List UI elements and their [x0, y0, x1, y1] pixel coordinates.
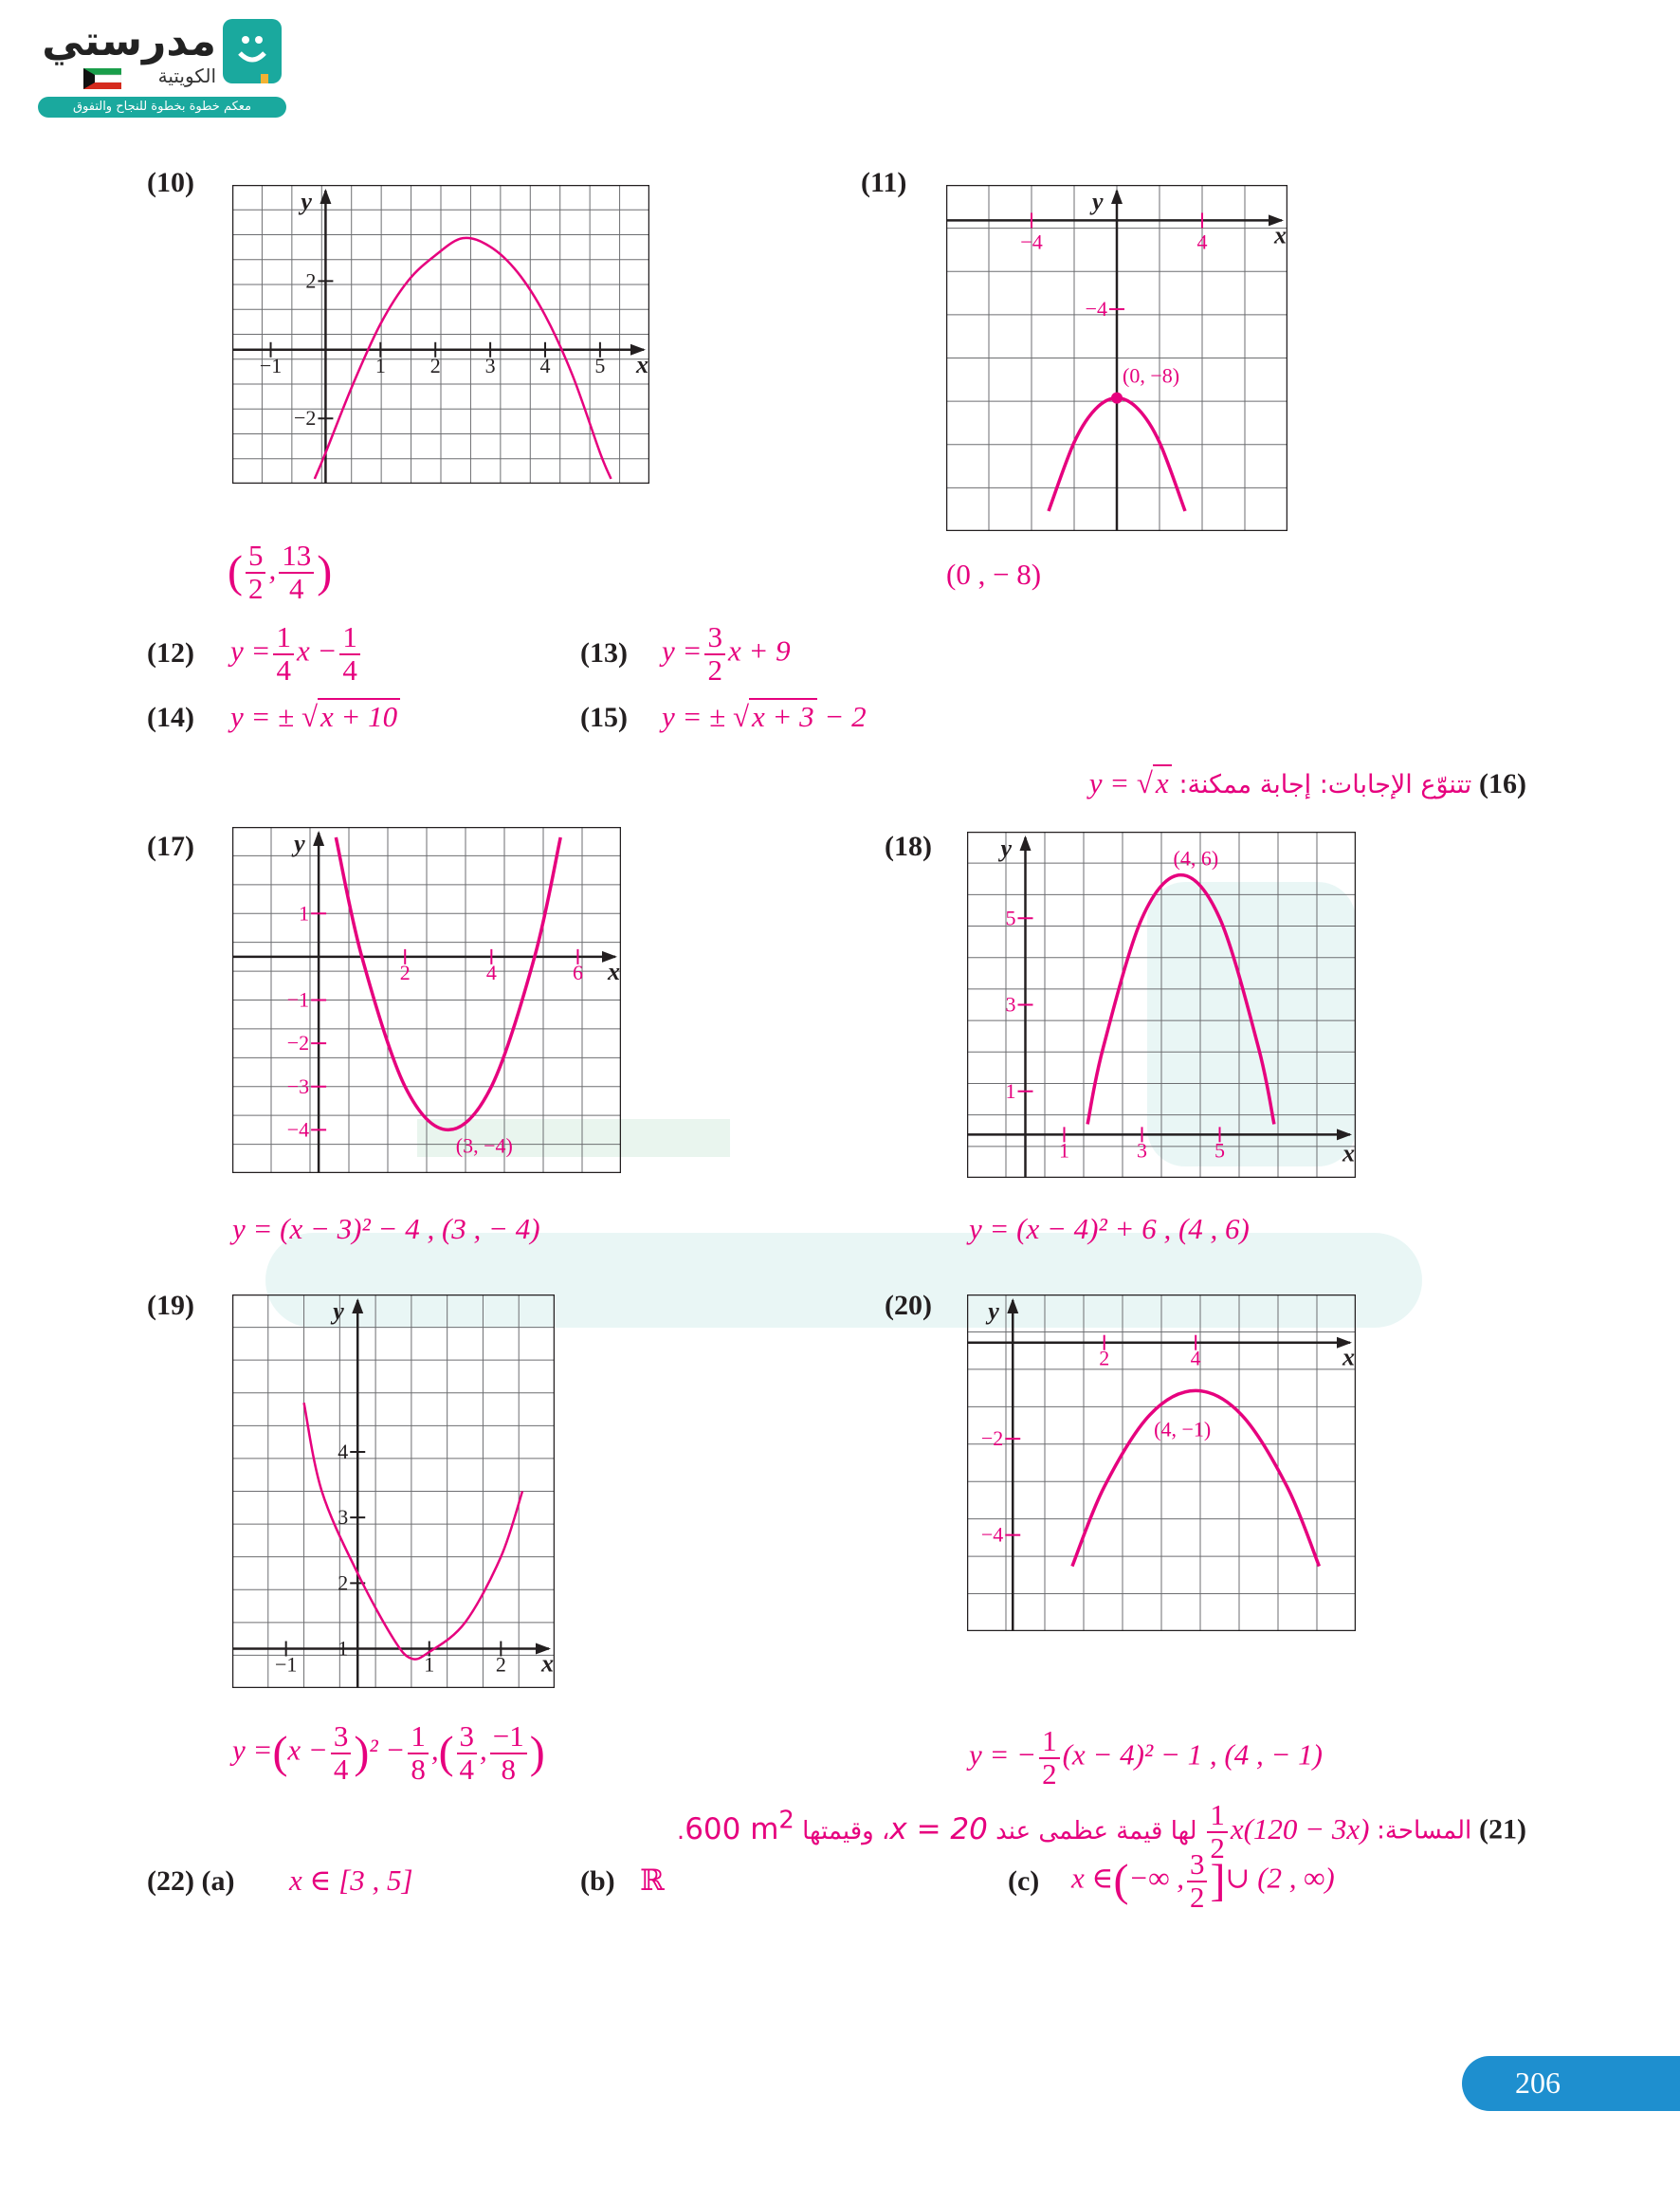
- graph10-grid: [232, 185, 649, 484]
- graph11-y-label: y: [1092, 188, 1104, 215]
- graph-10: [232, 185, 649, 484]
- graph10-curve: [315, 238, 612, 479]
- problem-15-equation: y = ± √x + 3 − 2: [662, 700, 867, 733]
- graph19-y-label: y: [333, 1297, 344, 1325]
- problem-14-number: (14): [147, 702, 194, 733]
- graph20-ytick-label: −2: [980, 1426, 1004, 1451]
- graph17-xtick-label: 6: [572, 960, 583, 984]
- graph17-vertex-label: (3, −4): [455, 1133, 513, 1158]
- graph18-curve: [1087, 875, 1274, 1125]
- graph10-x-label: x: [636, 350, 648, 378]
- problem-22a-answer: x ∈ [3 , 5]: [289, 1863, 413, 1897]
- graph-11: [946, 185, 1287, 531]
- graph20-xtick-label: 4: [1190, 1346, 1201, 1370]
- logo-title: مدرستي: [42, 17, 216, 65]
- graph19-curve: [304, 1403, 522, 1660]
- problem-13-equation: y = $\frac{3}{2}$ x + 9: [662, 620, 791, 687]
- problem-20-answer: y = − $\frac{1}{2}$ (x − 4)² − 1 , (4 , − 1): [969, 1724, 1323, 1790]
- graph17-curve: [336, 837, 560, 1129]
- graph10-xtick-label: 2: [429, 353, 441, 377]
- problem-20-number: (20): [885, 1290, 932, 1321]
- graph19-grid: [232, 1294, 555, 1688]
- problem-22c-label: (c): [1008, 1865, 1040, 1897]
- problem-22c-answer: x ∈(−∞ , $\frac{3}{2}$ ]∪ (2 , ∞): [1071, 1847, 1335, 1914]
- graph-20: [967, 1294, 1356, 1631]
- graph18-ytick-label: 5: [1005, 906, 1016, 930]
- graph11-x-label: x: [1274, 221, 1287, 249]
- problem-15-number: (15): [580, 702, 628, 733]
- graph11-vertex-label: (0, −8): [1123, 363, 1180, 388]
- graph19-y-arrow-icon: [352, 1298, 363, 1313]
- graph10-ytick-label: −2: [293, 406, 317, 431]
- graph19-xtick-label: −1: [274, 1652, 298, 1677]
- logo: [38, 17, 294, 121]
- graph17-y-arrow-icon: [313, 831, 324, 846]
- problem-14-equation: y = ± √x + 10: [230, 700, 400, 734]
- problem-18-number: (18): [885, 831, 932, 862]
- graph20-ytick-label: −4: [980, 1522, 1004, 1547]
- graph-19: [232, 1294, 555, 1688]
- problem-19-answer: y =(x − $\frac{3}{4}$ )² − $\frac{1}{8}$ ,( $\frac{3}{4}$ , $\frac{-1}{8}$ ): [232, 1719, 545, 1786]
- problem-17-answer: y = (x − 3)² − 4 , (3 , − 4): [232, 1212, 540, 1245]
- graph17-xtick-label: 2: [399, 960, 411, 984]
- graph19-ytick-label: 1: [338, 1636, 349, 1661]
- page-number: 206: [1515, 2065, 1561, 2100]
- graph11-xtick-label: −4: [1020, 229, 1043, 254]
- problem-11-number: (11): [861, 167, 907, 198]
- graph11-xtick-label: 4: [1196, 229, 1208, 254]
- problem-17-number: (17): [147, 831, 194, 862]
- problem-21-line: (21) المساحة: $\frac{1}{2}$ x(120 − 3x) لها قيمة عظمى عند x = 20، وقيمتها 600 $m^2$.: [676, 1798, 1526, 1864]
- graph18-ytick-label: 1: [1005, 1078, 1016, 1103]
- graph18-ytick-label: 3: [1005, 992, 1016, 1017]
- graph18-x-label: x: [1342, 1139, 1355, 1167]
- graph10-xtick-label: 5: [594, 353, 606, 377]
- graph17-ytick-label: −4: [286, 1117, 310, 1142]
- graph18-y-label: y: [1000, 835, 1013, 862]
- graph20-y-arrow-icon: [1007, 1298, 1018, 1313]
- graph18-y-arrow-icon: [1020, 835, 1032, 851]
- graph18-xtick-label: 1: [1059, 1138, 1069, 1163]
- problem-22-number: (22) (a): [147, 1865, 235, 1897]
- problem-13-number: (13): [580, 637, 628, 669]
- graph19-x-label: x: [541, 1649, 554, 1678]
- graph20-y-label: y: [988, 1297, 999, 1325]
- graph17-x-label: x: [608, 957, 620, 985]
- graph17-ytick-label: −2: [286, 1031, 310, 1056]
- graph19-ytick-label: 3: [338, 1505, 349, 1530]
- graph19-ytick-label: 2: [338, 1570, 349, 1595]
- graph17-xtick-label: 4: [485, 960, 497, 984]
- graph17-ytick-label: 1: [299, 901, 310, 926]
- logo-tagline: معكم خطوة بخطوة للنجاح والتفوق: [38, 97, 286, 118]
- graph10-xtick-label: 4: [539, 353, 551, 377]
- graph20-x-label: x: [1342, 1343, 1355, 1371]
- graph17-y-label: y: [294, 830, 305, 857]
- problem-11-answer: (0 , − 8): [946, 558, 1042, 591]
- graph19-xtick-label: 1: [424, 1652, 435, 1677]
- graph10-ytick-label: 2: [305, 268, 317, 293]
- graph-17: [232, 827, 621, 1173]
- problem-19-number: (19): [147, 1290, 194, 1321]
- problem-18-answer: y = (x − 4)² + 6 , (4 , 6): [969, 1212, 1250, 1245]
- problem-10-answer: ( $\frac{5}{2}$ , $\frac{13}{4}$ ): [228, 539, 333, 605]
- problem-22b-label: (b): [580, 1865, 615, 1897]
- graph-18: [967, 832, 1356, 1178]
- problem-10-number: (10): [147, 167, 194, 198]
- graph18-vertex-label: (4, 6): [1173, 846, 1219, 871]
- graph19-ytick-label: 4: [338, 1440, 349, 1463]
- graph18-xtick-label: 5: [1214, 1138, 1225, 1163]
- page-number-badge: [1462, 2056, 1680, 2111]
- graph10-xtick-label: 1: [374, 353, 386, 377]
- graph10-xtick-label: −1: [259, 353, 283, 377]
- problem-16-line: (16) تتنوّع الإجابات: إجابة ممكنة: y = √x: [1088, 766, 1526, 799]
- graph11-y-arrow-icon: [1111, 189, 1123, 204]
- graph10-xtick-label: 3: [484, 353, 496, 377]
- logo-mark-icon: [223, 19, 282, 83]
- kuwait-flag-icon: [83, 68, 121, 89]
- graph17-ytick-label: −3: [286, 1074, 310, 1098]
- problem-12-number: (12): [147, 637, 194, 669]
- problem-22b-answer: ℝ: [640, 1863, 665, 1897]
- graph17-ytick-label: −1: [286, 987, 310, 1012]
- graph20-xtick-label: 2: [1099, 1346, 1110, 1370]
- graph19-xtick-label: 2: [495, 1652, 506, 1677]
- graph20-grid: [967, 1294, 1356, 1631]
- logo-subtitle: الكويتية: [157, 64, 216, 87]
- problem-12-equation: y = $\frac{1}{4}$ x − $\frac{1}{4}$: [230, 622, 363, 686]
- graph11-vertex-point: [1111, 393, 1123, 404]
- graph20-vertex-label: (4, −1): [1154, 1417, 1212, 1441]
- graph10-y-label: y: [301, 188, 312, 215]
- graph18-xtick-label: 3: [1137, 1138, 1147, 1163]
- graph11-ytick-label: −4: [1085, 297, 1107, 321]
